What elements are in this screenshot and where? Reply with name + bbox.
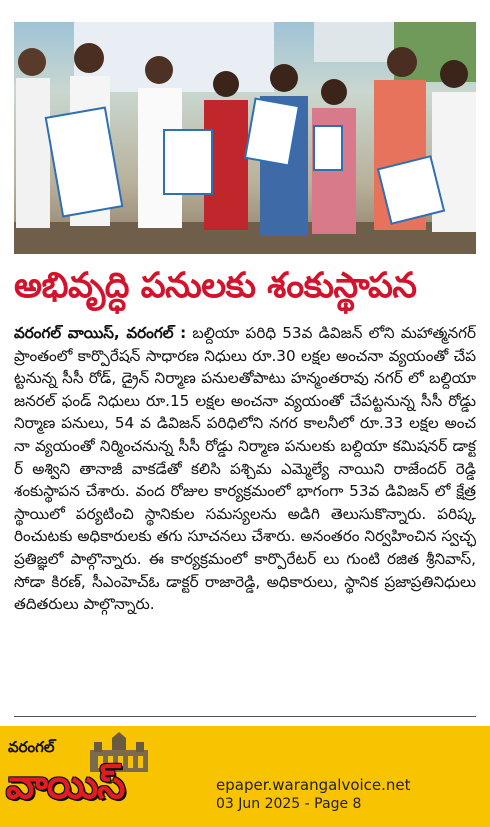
epaper-url: epaper.warangalvoice.net	[216, 776, 411, 794]
news-photo-illustration	[14, 22, 476, 254]
footer	[0, 726, 490, 827]
news-photo	[14, 22, 476, 254]
edition-date-page: 03 Jun 2025 - Page 8	[216, 796, 362, 812]
divider	[14, 716, 476, 717]
headline: అభివృద్ధి పనులకు శంకుస్థాపన	[14, 266, 417, 306]
brand-logo	[6, 732, 196, 822]
logo-small-text: వరంగల్	[8, 738, 55, 756]
logo-big-text: వాయిస్	[6, 762, 125, 808]
article-text: బల్దియా పరిధి 53వ డివిజన్ లోని మహాత్మనగర్ ప్రాంతంలో కార్పొరేషన్ సాధారణ నిధులు రూ.30 లక్షల అంచనా వ్యయంతో చేపట్టనున్న సీసీ రోడ్, డ్రైన్ నిర్మాణ పనులతోపాటు హన్మంతరావు నగర్ లో బల్దియా జనరల్ ఫండ్ నిధులు రూ.15 లక్షల అంచనా వ్యయంతో చేపట్టనున్న సీసీ రోడ్డు నిర్మాణ పనులు, 54 వ డివిజన్ పరిధిలోని నగర కాలనీలో రూ.33 లక్షల అంచనా వ్యయంతో నిర్మించనున్న సీసీ రోడ్డు నిర్మాణ పనులకు బల్దియా కమిషనర్ డాక్టర్ అశ్విని తానాజీ వాకడేతో కలిసి పశ్చిమ ఎమ్మెల్యే నాయిని రాజేందర్ రెడ్డి శంకుస్థాపన చేశారు. వంద రోజుల కార్యక్రమంలో భాగంగా 53వ డివిజన్ లో క్షేత్ర స్థాయిలో పర్యటించి స్థానికుల సమస్యలను అడిగి తెలుసుకొన్నారు. పరిష్కరించుటకు అధికారులకు తగు సూచనలు చేశారు. అనంతరం నిర్వహించిన స్వచ్ఛ ప్రతిజ్ఞలో పాల్గొన్నారు. ఈ కార్యక్రమంలో కార్పొరేటర్ లు గుంటి రజిత శ్రీనివాస్, సోడా కిరణ్, సీఎంహెచ్ఓ డాక్టర్ రాజారెడ్డి, అధికారులు, స్థానిక ప్రజాప్రతినిధులు తదితరులు పాల్గొన్నారు.	[14, 324, 476, 614]
article-body	[14, 322, 476, 616]
dateline: వరంగల్ వాయిస్, వరంగల్ :	[14, 324, 187, 342]
